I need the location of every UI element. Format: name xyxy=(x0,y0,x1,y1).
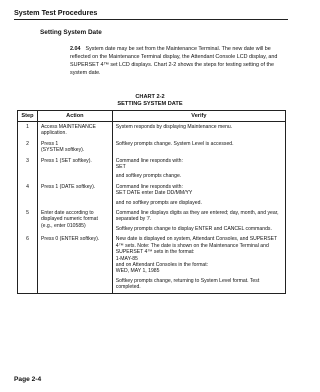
step-column-header: Step xyxy=(18,111,38,122)
header-rule xyxy=(14,19,288,20)
action-cell: Press 1 (SYSTEM softkey). xyxy=(37,139,112,156)
verify-text: and softkey prompts change. xyxy=(115,173,182,180)
action-cell: Press 1 (SET softkey). xyxy=(37,156,112,182)
verify-cell xyxy=(112,208,285,234)
table-row xyxy=(18,182,286,208)
verify-cell xyxy=(112,139,285,156)
chart-subtitle: SETTING SYSTEM DATE xyxy=(117,101,183,107)
verify-text: Softkey prompts change. System Level is accessed. xyxy=(115,140,234,147)
verify-cell xyxy=(112,234,285,293)
verify-text: New date is displayed on system, Attendant Consoles, and SUPERSET 4™ sets. Note: The date is shown on the Maintenance Terminal and SUPERSET 4™ sets in the format: 1-MAY-85 and on Attendant Consoles in the format: WED, MAY 1, 1985 xyxy=(115,236,278,275)
section-title: Setting System Date xyxy=(40,29,102,36)
paragraph-number: 2.04 xyxy=(70,46,81,52)
step-number: 5 xyxy=(18,208,38,234)
table-body xyxy=(18,122,286,294)
action-cell: Access MAINTENANCE application. xyxy=(37,122,112,139)
paragraph-text: System date may be set from the Maintenance Terminal. The new date will be reflected on the Maintenance Terminal display, the Attendant Console LCD display, and SUPERSET 4™ set LCD displays. Chart 2-2 shows the steps for testing setting of the system date. xyxy=(70,46,278,76)
verify-text: Softkey prompts change, returning to System Level format. Test completed. xyxy=(115,277,260,291)
verify-text: Command line displays digits as they are entered; day, month, and year, separated by '/'. xyxy=(115,210,279,223)
table-header-row xyxy=(18,111,286,122)
action-column-header: Action xyxy=(37,111,112,122)
table-row xyxy=(18,122,286,139)
intro-paragraph xyxy=(70,46,284,78)
table-row xyxy=(18,139,286,156)
action-cell: Press 0 (ENTER softkey). xyxy=(37,234,112,293)
verify-cell xyxy=(112,122,285,139)
chart-title: CHART 2-2 xyxy=(135,94,165,100)
action-cell: Enter date according to displayed numeric format (e.g., enter 010585) xyxy=(37,208,112,234)
page-header-title: System Test Procedures xyxy=(14,8,98,17)
verify-text: and no softkey prompts are displayed. xyxy=(115,199,202,206)
verify-cell xyxy=(112,156,285,182)
verify-text: Command line responds with: SET DATE enter Date DD/MM/YY xyxy=(115,183,193,197)
verify-text: Softkey prompts change to display ENTER and CANCEL commands. xyxy=(115,225,272,232)
step-number: 4 xyxy=(18,182,38,208)
table-row xyxy=(18,208,286,234)
step-number: 2 xyxy=(18,139,38,156)
page-number: Page 2-4 xyxy=(14,376,42,383)
verify-text: System responds by displaying Maintenance menu. xyxy=(115,124,233,130)
step-number: 6 xyxy=(18,234,38,293)
verify-text: Command line responds with: SET xyxy=(115,157,183,171)
table-row xyxy=(18,234,286,293)
procedure-table xyxy=(17,110,286,294)
action-cell: Press 1 (DATE softkey). xyxy=(37,182,112,208)
step-number: 1 xyxy=(18,122,38,139)
verify-column-header: Verify xyxy=(112,111,285,122)
verify-cell xyxy=(112,182,285,208)
step-number: 3 xyxy=(18,156,38,182)
table-row xyxy=(18,156,286,182)
